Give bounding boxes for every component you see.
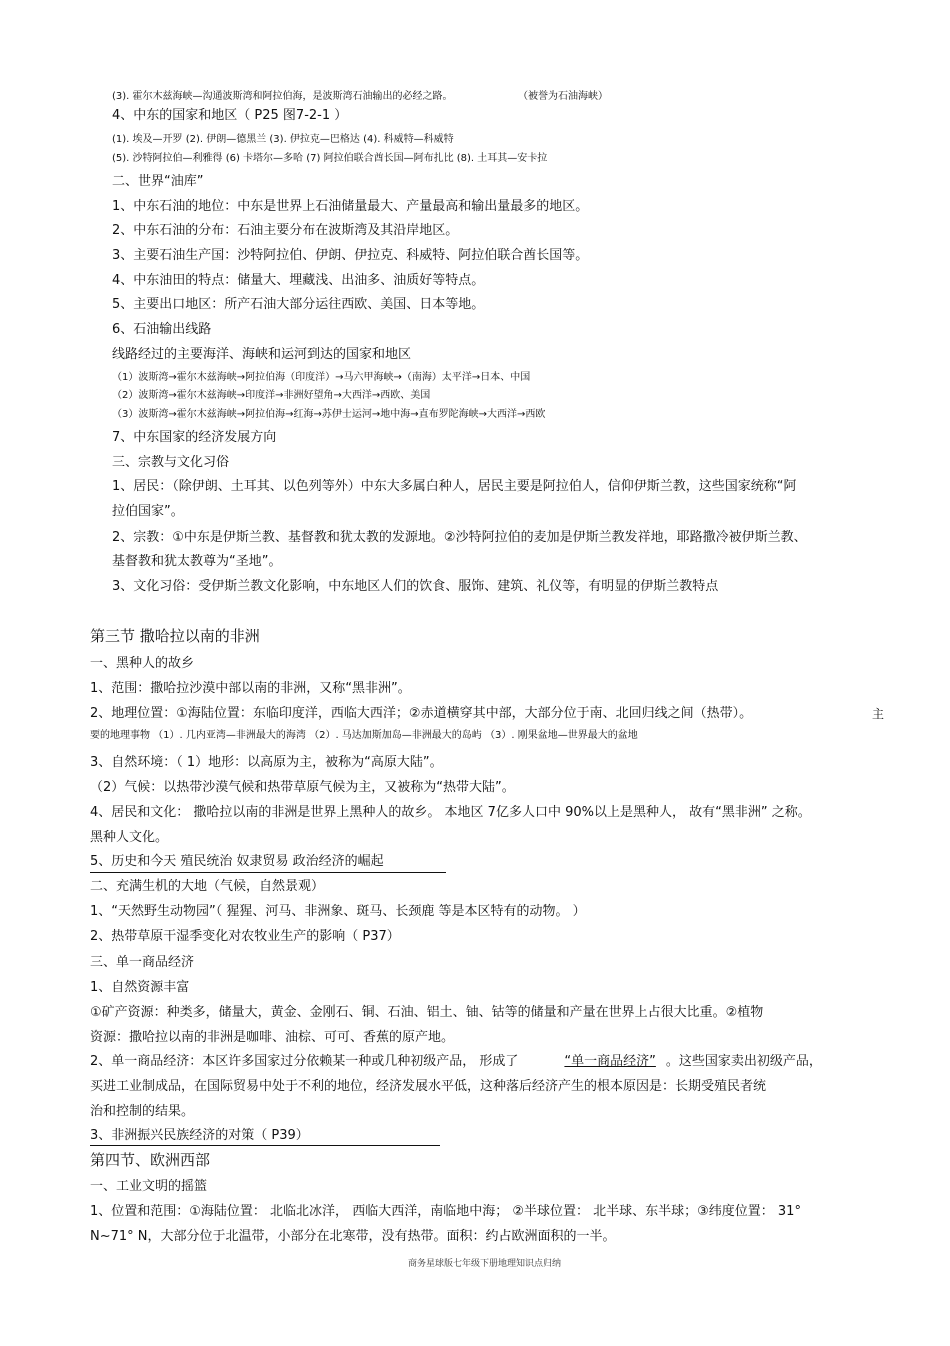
- europe-para-1a: 1、位置和范围：①海陆位置： 北临北冰洋， 西临大西洋，南临地中海； ②半球位置： 北半球、东半球；③纬度位置： 31°: [90, 1204, 801, 1219]
- africa-s3-para-1b: 资源：撒哈拉以南的非洲是咖啡、油棕、可可、香蕉的原产地。: [90, 1030, 455, 1045]
- africa-heading: 第三节 撒哈拉以南的非洲: [90, 627, 260, 645]
- countries-row-1: (1). 埃及—开罗 (2). 伊朗—德黑兰 (3). 伊拉克—巴格达 (4). 科威特—科威特: [112, 134, 454, 145]
- strait-hormuz-line: (3). 霍尔木兹海峡—沟通波斯湾和阿拉伯海，是波斯湾石油输出的必经之路。: [112, 91, 453, 102]
- africa-para-3: 3、自然环境：（ 1）地形：以高原为主，被称为“高原大陆”。: [90, 755, 443, 770]
- africa-s3-para-2b: 买进工业制成品，在国际贸易中处于不利的地位，经济发展水平低，这种落后经济产生的根本原因是：长期受殖民者统: [90, 1079, 767, 1094]
- africa-s2-para-2: 2、热带草原干湿季变化对农牧业生产的影响（ P37）: [90, 929, 400, 944]
- africa-s3-title: 三、单一商品经济: [90, 955, 195, 970]
- religion-para-1b: 拉伯国家”。: [112, 504, 184, 519]
- africa-para-5-underline: [90, 872, 446, 873]
- oil-route-1: （1）波斯湾→霍尔木兹海峡→阿拉伯海（印度洋）→马六甲海峡→（南海）太平洋→日本、中国: [112, 372, 531, 383]
- africa-s3-para-3-underline: [90, 1145, 440, 1146]
- africa-s3-para-2a-pre: 2、单一商品经济：本区许多国家过分依赖某一种或几种初级产品， 形成了: [90, 1054, 519, 1069]
- single-commodity-economy-term: “单一商品经济”: [564, 1054, 656, 1069]
- africa-para-5: 5、历史和今天 殖民统治 奴隶贸易 政治经济的崛起: [90, 854, 384, 869]
- africa-s2-title: 二、充满生机的大地（气候，自然景观）: [90, 879, 325, 894]
- oil-route-2: （2）波斯湾→霍尔木兹海峡→印度洋→非洲好望角→大西洋→西欧、美国: [112, 390, 431, 401]
- africa-geo-features: 要的地理事物 （1）. 几内亚湾—非洲最大的海湾 （2）. 马达加斯加岛—非洲最大的岛屿 （3）. 刚果盆地—世界最大的盆地: [90, 730, 638, 741]
- page-footer: 商务星球版七年级下册地理知识点归纳: [408, 1259, 562, 1269]
- europe-para-1b: N~71° N，大部分位于北温带，小部分在北寒带，没有热带。面积：约占欧洲面积的一半。: [90, 1229, 616, 1244]
- oil-para-5: 5、主要出口地区：所产石油大部分运往西欧、美国、日本等地。: [112, 297, 485, 312]
- africa-para-4b: 黑种人文化。: [90, 830, 169, 845]
- africa-s3-para-2c: 治和控制的结果。: [90, 1104, 195, 1119]
- countries-row-2: (5). 沙特阿拉伯—利雅得 (6) 卡塔尔—多哈 (7) 阿拉伯联合酋长国—阿布扎比 (8). 土耳其—安卡拉: [112, 153, 548, 164]
- africa-para-2: 2、地理位置：①海陆位置：东临印度洋，西临大西洋；②赤道横穿其中部，大部分位于南、北回归线之间（热带）。: [90, 706, 753, 721]
- strait-hormuz-note: （被誉为石油海峡）: [518, 91, 608, 102]
- africa-s2-para-1: 1、“天然野生动物园”（ 猩猩、河马、非洲象、斑马、长颈鹿 等是本区特有的动物。 ）: [90, 904, 586, 919]
- religion-section-title: 三、宗教与文化习俗: [112, 455, 230, 470]
- africa-s3-para-3: 3、非洲振兴民族经济的对策（ P39）: [90, 1128, 309, 1143]
- africa-para-4: 4、居民和文化： 撒哈拉以南的非洲是世界上黑种人的故乡。 本地区 7亿多人口中 90%以上是黑种人， 故有“黑非洲” 之称。: [90, 805, 811, 820]
- africa-s3-para-1a: ①矿产资源：种类多，储量大，黄金、金刚石、铜、石油、铝土、铀、钴等的储量和产量在世界上占很大比重。②植物: [90, 1005, 764, 1020]
- oil-para-4: 4、中东油田的特点：储量大、埋藏浅、出油多、油质好等特点。: [112, 273, 485, 288]
- oil-route-3: （3）波斯湾→霍尔木兹海峡→阿拉伯海→红海→苏伊士运河→地中海→直布罗陀海峡→大西洋→西欧: [112, 409, 546, 420]
- religion-para-1a: 1、居民：（除伊朗、土耳其、以色列等外）中东大多属白种人，居民主要是阿拉伯人，信仰伊斯兰教，这些国家统称“阿: [112, 479, 797, 494]
- africa-s3-para-2a: [90, 1054, 822, 1070]
- religion-para-3: 3、文化习俗：受伊斯兰教文化影响，中东地区人们的饮食、服饰、建筑、礼仪等，有明显的伊斯兰教特点: [112, 579, 719, 594]
- middle-east-countries-heading: 4、中东的国家和地区（ P25 图7-2-1 ）: [112, 108, 348, 123]
- africa-s3-para-2a-post: 。这些国家卖出初级产品，: [665, 1054, 822, 1069]
- africa-para-3b: （2）气候：以热带沙漠气候和热带草原气候为主，又被称为“热带大陆”。: [90, 780, 515, 795]
- oil-para-7: 7、中东国家的经济发展方向: [112, 430, 277, 445]
- europe-heading: 第四节、欧洲西部: [90, 1151, 211, 1169]
- africa-para-2-tail: 主: [872, 707, 885, 721]
- oil-para-1: 1、中东石油的地位：中东是世界上石油储量最大、产量最高和输出量最多的地区。: [112, 199, 589, 214]
- africa-para-1: 1、范围：撒哈拉沙漠中部以南的非洲，又称“黑非洲”。: [90, 681, 411, 696]
- africa-s1-title: 一、黑种人的故乡: [90, 656, 195, 671]
- oil-section-title: 二、世界“油库”: [112, 174, 204, 189]
- religion-para-2b: 基督教和犹太教尊为“圣地”。: [112, 554, 282, 569]
- religion-para-2a: 2、宗教：①中东是伊斯兰教、基督教和犹太教的发源地。②沙特阿拉伯的麦加是伊斯兰教发祥地，耶路撒冷被伊斯兰教、: [112, 530, 807, 545]
- oil-para-6: 6、石油输出线路: [112, 322, 212, 337]
- africa-s3-para-1: 1、自然资源丰富: [90, 980, 190, 995]
- oil-route-intro: 线路经过的主要海洋、海峡和运河到达的国家和地区: [112, 347, 412, 362]
- oil-para-3: 3、主要石油生产国：沙特阿拉伯、伊朗、伊拉克、科威特、阿拉伯联合酋长国等。: [112, 248, 589, 263]
- oil-para-2: 2、中东石油的分布：石油主要分布在波斯湾及其沿岸地区。: [112, 223, 459, 238]
- europe-s1-title: 一、工业文明的摇篮: [90, 1179, 208, 1194]
